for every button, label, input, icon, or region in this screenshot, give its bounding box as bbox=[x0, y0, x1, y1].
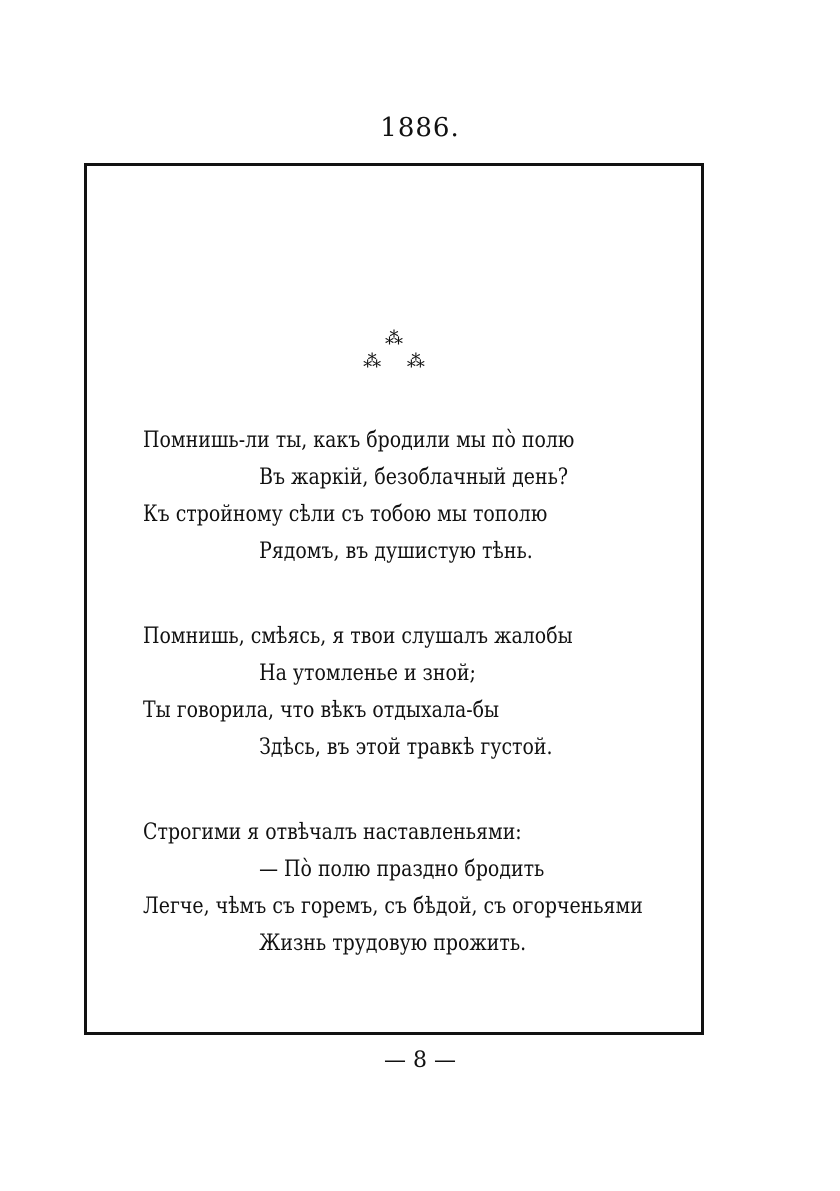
poem-line: Къ стройному сѣли съ тобою мы тополю bbox=[143, 502, 548, 527]
poem-line: Помнишь-ли ты, какъ бродили мы по̀ полю bbox=[143, 428, 575, 453]
poem-line: Въ жаркій, безоблачный день? bbox=[259, 465, 569, 490]
ornament-asterism-bottom: ⁂ ⁂ bbox=[363, 351, 435, 372]
page-number: — 8 — bbox=[384, 1048, 456, 1073]
ornament-asterism-top: ⁂ bbox=[385, 328, 403, 349]
poem-line: На утомленье и зной; bbox=[259, 661, 476, 686]
poem-line: Помнишь, смѣясь, я твои слушалъ жалобы bbox=[143, 624, 573, 649]
poem-line: — По̀ полю праздно бродить bbox=[259, 857, 545, 882]
page-frame bbox=[84, 163, 704, 1035]
poem-line: Ты говорила, что вѣкъ отдыхала-бы bbox=[143, 698, 500, 723]
stanza-2 bbox=[143, 618, 703, 766]
poem-line: Жизнь трудовую прожить. bbox=[259, 931, 527, 956]
poem-line: Легче, чѣмъ съ горемъ, съ бѣдой, съ огорченьями bbox=[143, 894, 643, 919]
year-heading: 1886. bbox=[380, 113, 460, 143]
poem-line: Строгими я отвѣчалъ наставленьями: bbox=[143, 820, 522, 845]
stanza-3 bbox=[143, 814, 703, 962]
poem-line: Здѣсь, въ этой травкѣ густой. bbox=[259, 735, 553, 760]
poem-line: Рядомъ, въ душистую тѣнь. bbox=[259, 539, 533, 564]
stanza-1 bbox=[143, 422, 703, 570]
